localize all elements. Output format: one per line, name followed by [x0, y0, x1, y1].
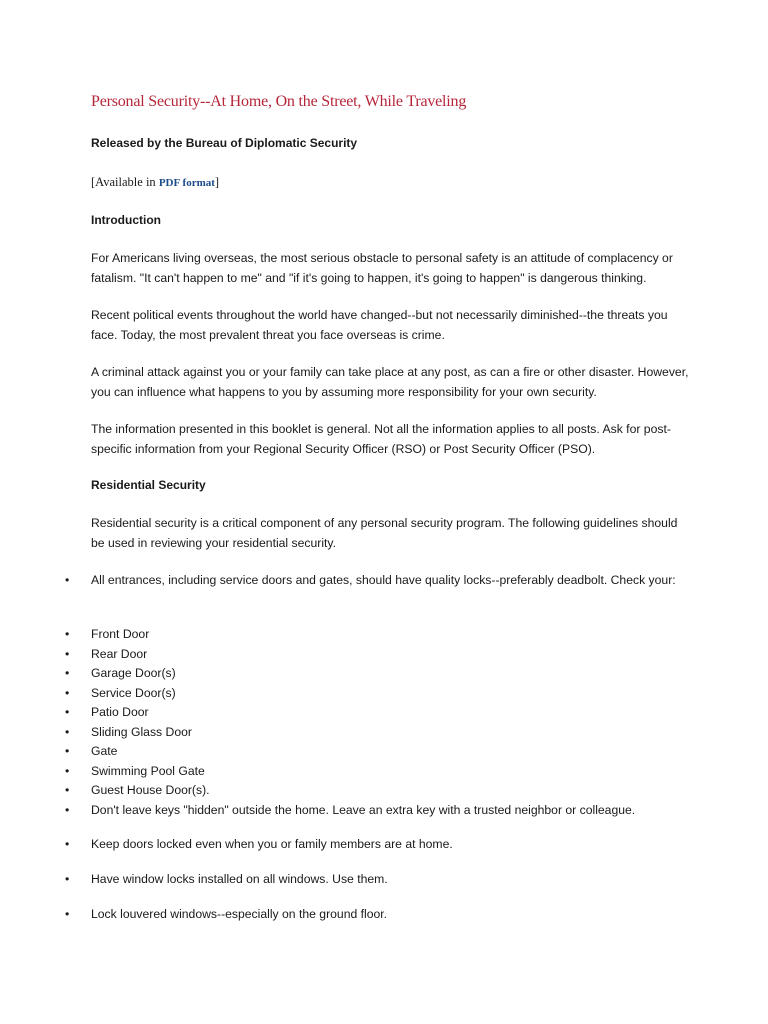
bullet-marker: • [65, 705, 70, 719]
intro-paragraph-3: A criminal attack against you or your family can take place at any post, as can a fire or other disaster. However, you can influence what happens to you by assuming more responsibility for your own security. [91, 365, 689, 399]
bullet-marker: • [65, 627, 70, 641]
list-item-text: Sliding Glass Door [91, 724, 192, 739]
introduction-heading: Introduction [91, 213, 161, 227]
document-title: Personal Security--At Home, On the Street, While Traveling [91, 93, 467, 110]
list-item-text: Swimming Pool Gate [91, 763, 205, 778]
bullet-marker: • [65, 907, 70, 921]
available-suffix: ] [214, 175, 220, 189]
list-item-text: Front Door [91, 627, 150, 641]
intro-paragraph-2: Recent political events throughout the world have changed--but not necessarily diminished--the threats you face. Today, the most prevalent threat you face overseas is crime. [91, 308, 668, 342]
list-item-text: Service Door(s) [91, 685, 176, 700]
list-item-text: Have window locks installed on all windows. Use them. [91, 872, 388, 886]
bullet-marker: • [65, 685, 70, 700]
residential-security-heading: Residential Security [91, 478, 206, 492]
list-item-text: Garage Door(s) [91, 666, 176, 680]
bullet-marker: • [65, 783, 70, 797]
bullet-marker: • [65, 802, 70, 817]
bullet-marker: • [65, 573, 70, 587]
list-item-text: All entrances, including service doors and gates, should have quality locks--preferably deadbolt. Check your: [91, 573, 676, 587]
list-item-text: Lock louvered windows--especially on the ground floor. [91, 907, 388, 921]
bullet-marker: • [65, 763, 70, 778]
available-in-line [91, 175, 219, 190]
intro-paragraph-1: For Americans living overseas, the most serious obstacle to personal safety is an attitude of complacency or fatalism. "It can't happen to me" and "if it's going to happen, it's going to happen" is dangerous thinking. [91, 251, 673, 285]
list-item-text: Gate [91, 744, 118, 758]
list-item-text: Keep doors locked even when you or family members are at home. [91, 837, 453, 851]
list-item-text: Patio Door [91, 705, 149, 719]
bullet-marker: • [65, 837, 70, 851]
released-by-line: Released by the Bureau of Diplomatic Security [91, 136, 358, 150]
bullet-marker: • [65, 724, 70, 739]
bullet-marker: • [65, 744, 70, 758]
intro-paragraph-4: The information presented in this booklet is general. Not all the information applies to all posts. Ask for post-specific information from your Regional Security Officer (RSO) or Post Security Officer (PSO). [91, 422, 671, 456]
available-prefix: [Available in [91, 175, 159, 189]
bullet-marker: • [65, 872, 70, 886]
residential-paragraph: Residential security is a critical component of any personal security program. The following guidelines should be used in reviewing your residential security. [91, 516, 678, 550]
pdf-format-link[interactable]: PDF format [158, 177, 215, 189]
list-item-text: Rear Door [91, 646, 148, 661]
bullet-marker: • [65, 646, 70, 661]
list-item-text: Don't leave keys "hidden" outside the home. Leave an extra key with a trusted neighbor or colleague. [91, 802, 636, 817]
list-item-text: Guest House Door(s). [91, 783, 210, 797]
bullet-marker: • [65, 666, 70, 680]
